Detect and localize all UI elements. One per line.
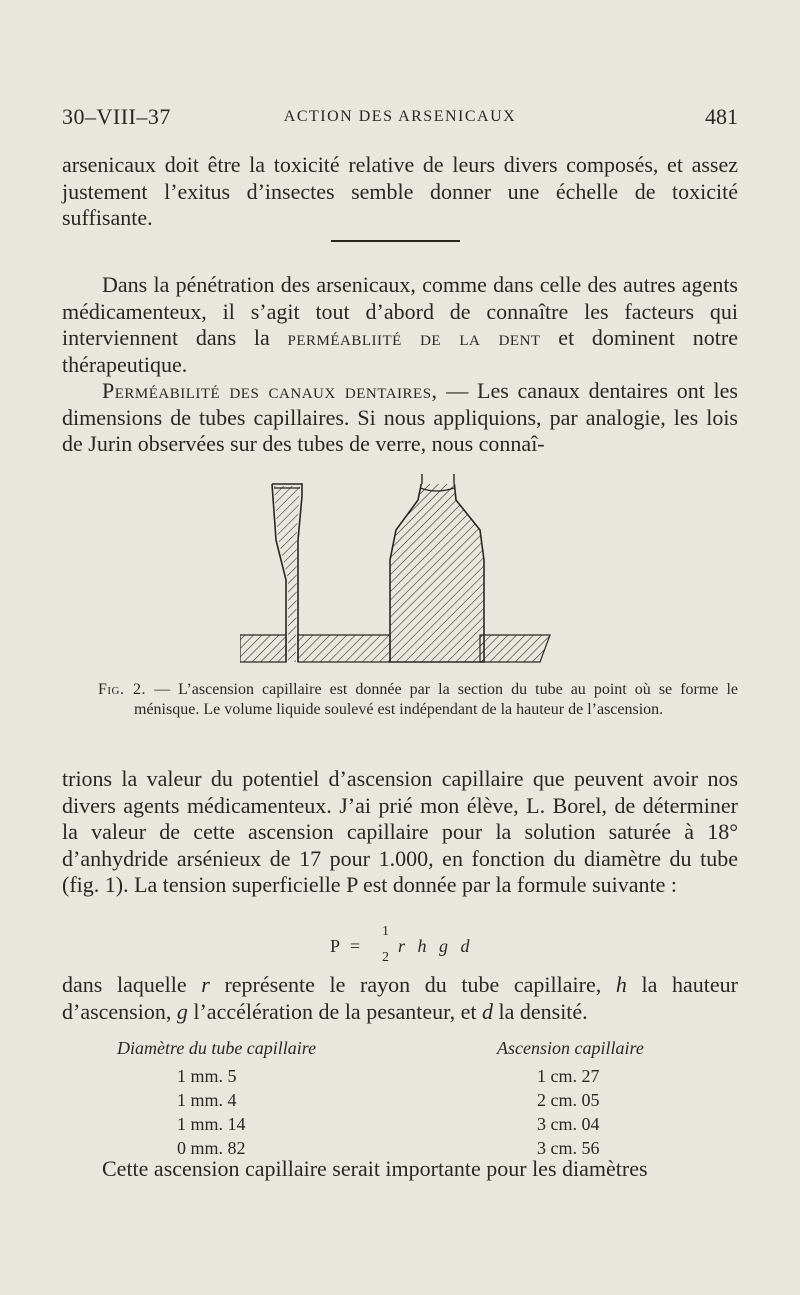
p5-e: la densité. xyxy=(492,998,588,1024)
table-header-ascension: Ascension capillaire xyxy=(497,1038,644,1058)
paragraph-4: trions la valeur du potentiel d’ascension capillaire que peuvent avoir nos divers agents médicamenteux. J’ai prié mon élève, L. Borel, de déterminer la valeur de cette ascension capillaire pour la solution saturée à 18° d’anhydride arsénieux de 17 pour 1.000, en fonction du diamètre du tube (fig. 1). La tension superficielle P est donnée par la formule suivante : xyxy=(62,766,738,897)
var-d: d xyxy=(481,998,493,1024)
p5-b: représente le rayon du tube capillaire, xyxy=(209,972,616,997)
paragraph-2 xyxy=(62,272,738,378)
formula-lhs: P xyxy=(330,936,341,956)
wide-tube xyxy=(390,480,484,662)
section-divider xyxy=(331,240,460,242)
cell-diameter: 0 mm. 82 xyxy=(177,1138,246,1158)
paragraph-3-text: — Les canaux dentaires ont les dimensions de tubes capillaires. Si nous appliquions, par analogie, les lois de Jurin observées sur des tubes de verre, nous connaî- xyxy=(62,378,738,456)
figure-caption xyxy=(98,680,738,720)
table-row xyxy=(117,1066,677,1090)
capillary-figure xyxy=(240,470,560,670)
table-row xyxy=(117,1114,677,1138)
caption-text: — L’ascension capillaire est donnée par la section du tube au point où se forme le ménisque. Le volume liquide soulevé est indépendant de la hauteur de l’ascension. xyxy=(134,681,738,718)
paragraph-2-emphasis: perméabliité de la dent xyxy=(287,325,541,350)
p5-c: la hauteur d’ascension, xyxy=(62,972,738,1024)
formula-equals: = xyxy=(350,936,361,956)
table-row xyxy=(117,1090,677,1114)
paragraph-6: Cette ascension capillaire serait importante pour les diamètres xyxy=(102,1156,648,1181)
cell-ascension: 2 cm. 05 xyxy=(537,1090,600,1110)
cell-ascension: 3 cm. 04 xyxy=(537,1114,600,1134)
cell-diameter: 1 mm. 5 xyxy=(177,1066,237,1086)
cell-ascension: 3 cm. 56 xyxy=(537,1138,600,1158)
cell-diameter: 1 mm. 14 xyxy=(177,1114,246,1134)
page-number: 481 xyxy=(705,104,738,129)
section-heading: Perméabilité des canaux dentaires, xyxy=(102,378,438,403)
formula-numerator: 1 xyxy=(382,924,389,939)
liquid-surface-left xyxy=(240,635,286,662)
cell-diameter: 1 mm. 4 xyxy=(177,1090,237,1110)
var-g: g xyxy=(176,998,188,1024)
liquid-surface-middle xyxy=(298,635,390,662)
caption-label: Fig. 2. xyxy=(98,681,147,698)
paragraph-5 xyxy=(62,972,738,1025)
formula xyxy=(330,924,530,968)
p5-d1: l’accélération de la pesanteur, et xyxy=(187,998,482,1024)
paragraph-1: arsenicaux doit être la toxicité relative de leurs divers composés, et assez justement l’exitus d’insectes semble donner une échelle de toxicité suffisante. xyxy=(62,152,738,230)
paragraph-3 xyxy=(62,378,738,458)
var-r: r xyxy=(201,972,210,997)
paragraph-2-text-end: et dominent notre thérapeutique. xyxy=(62,325,738,377)
liquid-surface-right xyxy=(480,635,550,662)
paragraph-2-text: Dans la pénétration des arsenicaux, comme dans celle des autres agents médicamenteux, il s’agit tout d’abord de connaître les facteurs qui interviennent dans la xyxy=(62,272,738,350)
header-date: 30–VIII–37 xyxy=(62,104,171,129)
formula-denominator: 2 xyxy=(382,950,389,965)
formula-variables: r h g d xyxy=(398,936,474,956)
cell-ascension: 1 cm. 27 xyxy=(537,1066,600,1086)
running-header xyxy=(62,104,738,134)
header-title: ACTION DES ARSENICAUX xyxy=(283,108,517,125)
table-header-diameter: Diamètre du tube capillaire xyxy=(117,1038,317,1058)
p5-a: dans laquelle xyxy=(62,972,202,997)
var-h: h xyxy=(615,972,627,997)
